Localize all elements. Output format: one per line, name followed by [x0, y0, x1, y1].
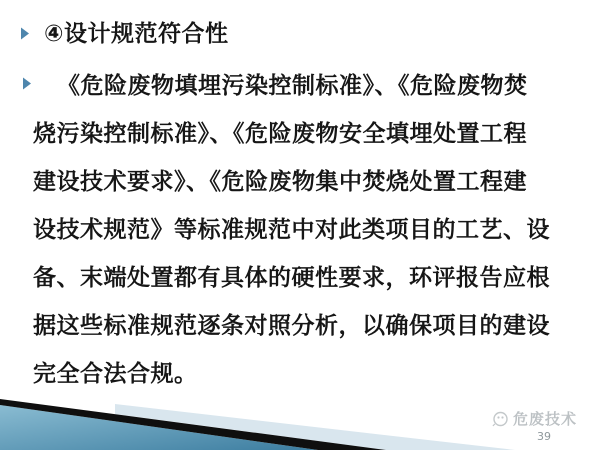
body-line: 备、末端处置都有具体的硬性要求，环评报告应根: [33, 265, 550, 291]
slide-title: ④设计规范符合性: [44, 21, 229, 47]
body-line: 烧污染控制标准》、《危险废物安全填埋处置工程: [33, 121, 527, 147]
arrow-bullet-icon: [22, 77, 32, 90]
page-number: 39: [537, 430, 551, 443]
logo-icon: [491, 410, 509, 428]
body-paragraph: [33, 62, 589, 398]
arrow-bullet-icon: [20, 27, 30, 40]
brand-text: 危废技术: [512, 410, 577, 428]
body-line: 《危险废物填埋污染控制标准》、《危险废物焚: [57, 73, 528, 99]
body-line: 据这些标准规范逐条对照分析，以确保项目的建设: [33, 313, 550, 339]
body-line: 完全合法合规。: [33, 361, 198, 387]
body-line: 设技术规范》等标准规范中对此类项目的工艺、设: [33, 217, 550, 243]
body-line: 建设技术要求》、《危险废物集中焚烧处置工程建: [33, 169, 527, 195]
brand-logo: [491, 408, 577, 429]
